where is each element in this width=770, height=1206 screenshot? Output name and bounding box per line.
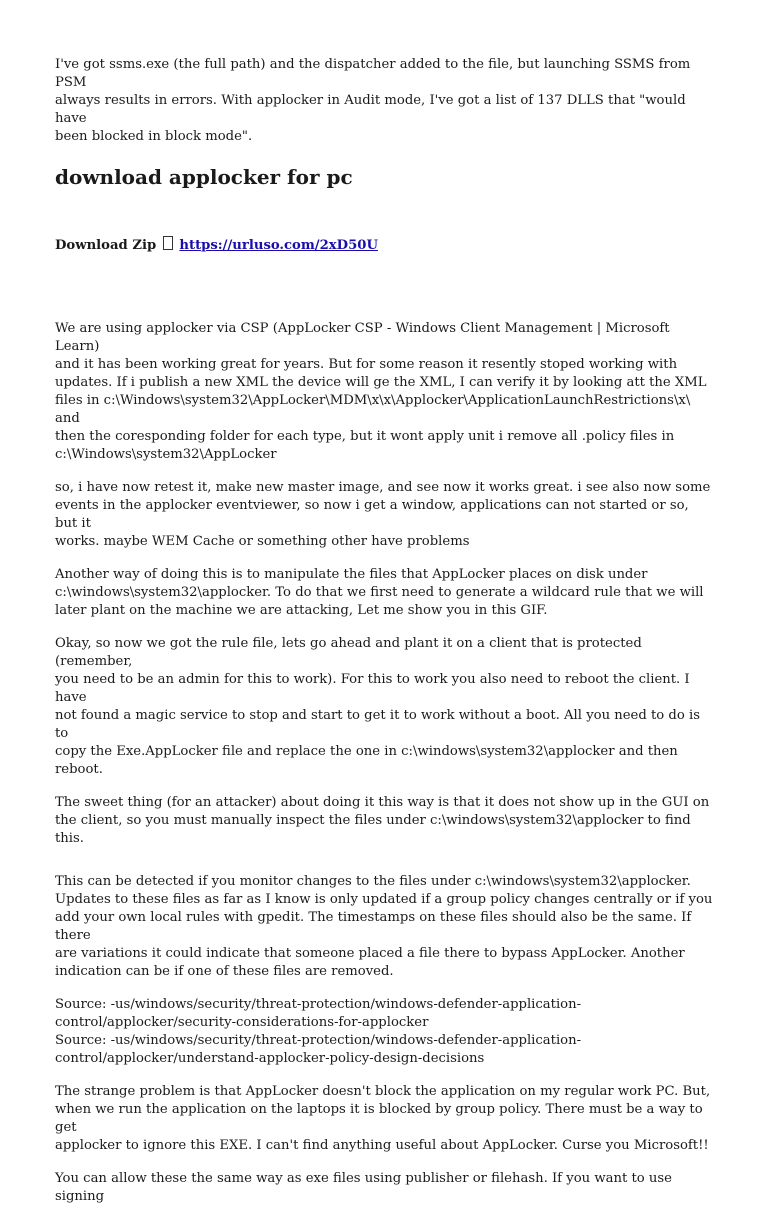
intro-paragraph: I've got ssms.exe (the full path) and the dispatcher added to the file, but launching SSMS from PSM always results in errors. With applocker in Audit mode, I've got a list of 137 DLLS that "would have been blocked in block mode". bbox=[55, 57, 691, 144]
download-link[interactable]: https://urluso.com/2xD50U bbox=[179, 238, 378, 253]
paragraph-4: Okay, so now we got the rule file, lets go ahead and plant it on a client that is protected (remember, you need to be an admin for this to work). For this to work you also need to reboot the client. I have not found a magic service to stop and start to get it to work without a boot. All you need to do is to copy the Exe.AppLocker file and replace the one in c:\windows\system32\applocker and then reboot. bbox=[55, 636, 700, 777]
download-line bbox=[55, 236, 715, 255]
missing-glyph-icon bbox=[163, 236, 173, 250]
paragraph-3: Another way of doing this is to manipulate the files that AppLocker places on disk under c:\windows\system32\applocker. To do that we first need to generate a wildcard rule that we will later plant on the machine we are attacking, Let me show you in this GIF. bbox=[55, 567, 704, 618]
source-paragraph: Source: -us/windows/security/threat-protection/windows-defender-application- control/applocker/security-considerations-for-applocker Source: -us/windows/security/threat-protection/windows-defender-application- control/applocker/understand-applocker-policy-design-decisions bbox=[55, 997, 582, 1066]
download-label: Download Zip bbox=[55, 238, 157, 253]
page-title: download applocker for pc bbox=[55, 165, 353, 189]
paragraph-8: The strange problem is that AppLocker doesn't block the application on my regular work PC. But, when we run the application on the laptops it is blocked by group policy. There must be a way to get applocker to ignore this EXE. I can't find anything useful about AppLocker. Curse you Microsoft!! bbox=[55, 1084, 711, 1153]
paragraph-6: This can be detected if you monitor changes to the files under c:\windows\system32\applocker. Updates to these files as far as I know is only updated if a group policy changes centrally or if you add your own local rules with gpedit. The timestamps on these files should also be the same. If there are variations it could indicate that someone placed a file there to bypass AppLocker. Another indication can be if one of these files are removed. bbox=[55, 874, 713, 979]
paragraph-1: We are using applocker via CSP (AppLocker CSP - Windows Client Management | Microsoft Learn) and it has been working great for years. But for some reason it resently stoped working with updates. If i publish a new XML the device will ge the XML, I can verify it by looking att the XML files in c:\Windows\system32\AppLocker\MDM\x\x\Applocker\ApplicationLaunchRestrictions\x\ and then the coresponding folder for each type, but it wont apply unit i remove all .policy files in c:\Windows\system32\AppLocker bbox=[55, 321, 707, 462]
paragraph-9: You can allow these the same way as exe files using publisher or filehash. If you want to use signing bbox=[55, 1171, 672, 1204]
paragraph-2: so, i have now retest it, make new master image, and see now it works great. i see also now some events in the applocker eventviewer, so now i get a window, applications can not started or so, but it works. maybe WEM Cache or something other have problems bbox=[55, 480, 711, 549]
paragraph-5: The sweet thing (for an attacker) about doing it this way is that it does not show up in the GUI on the client, so you must manually inspect the files under c:\windows\system32\applocker to find this. bbox=[55, 795, 710, 846]
document-page bbox=[55, 56, 715, 1206]
